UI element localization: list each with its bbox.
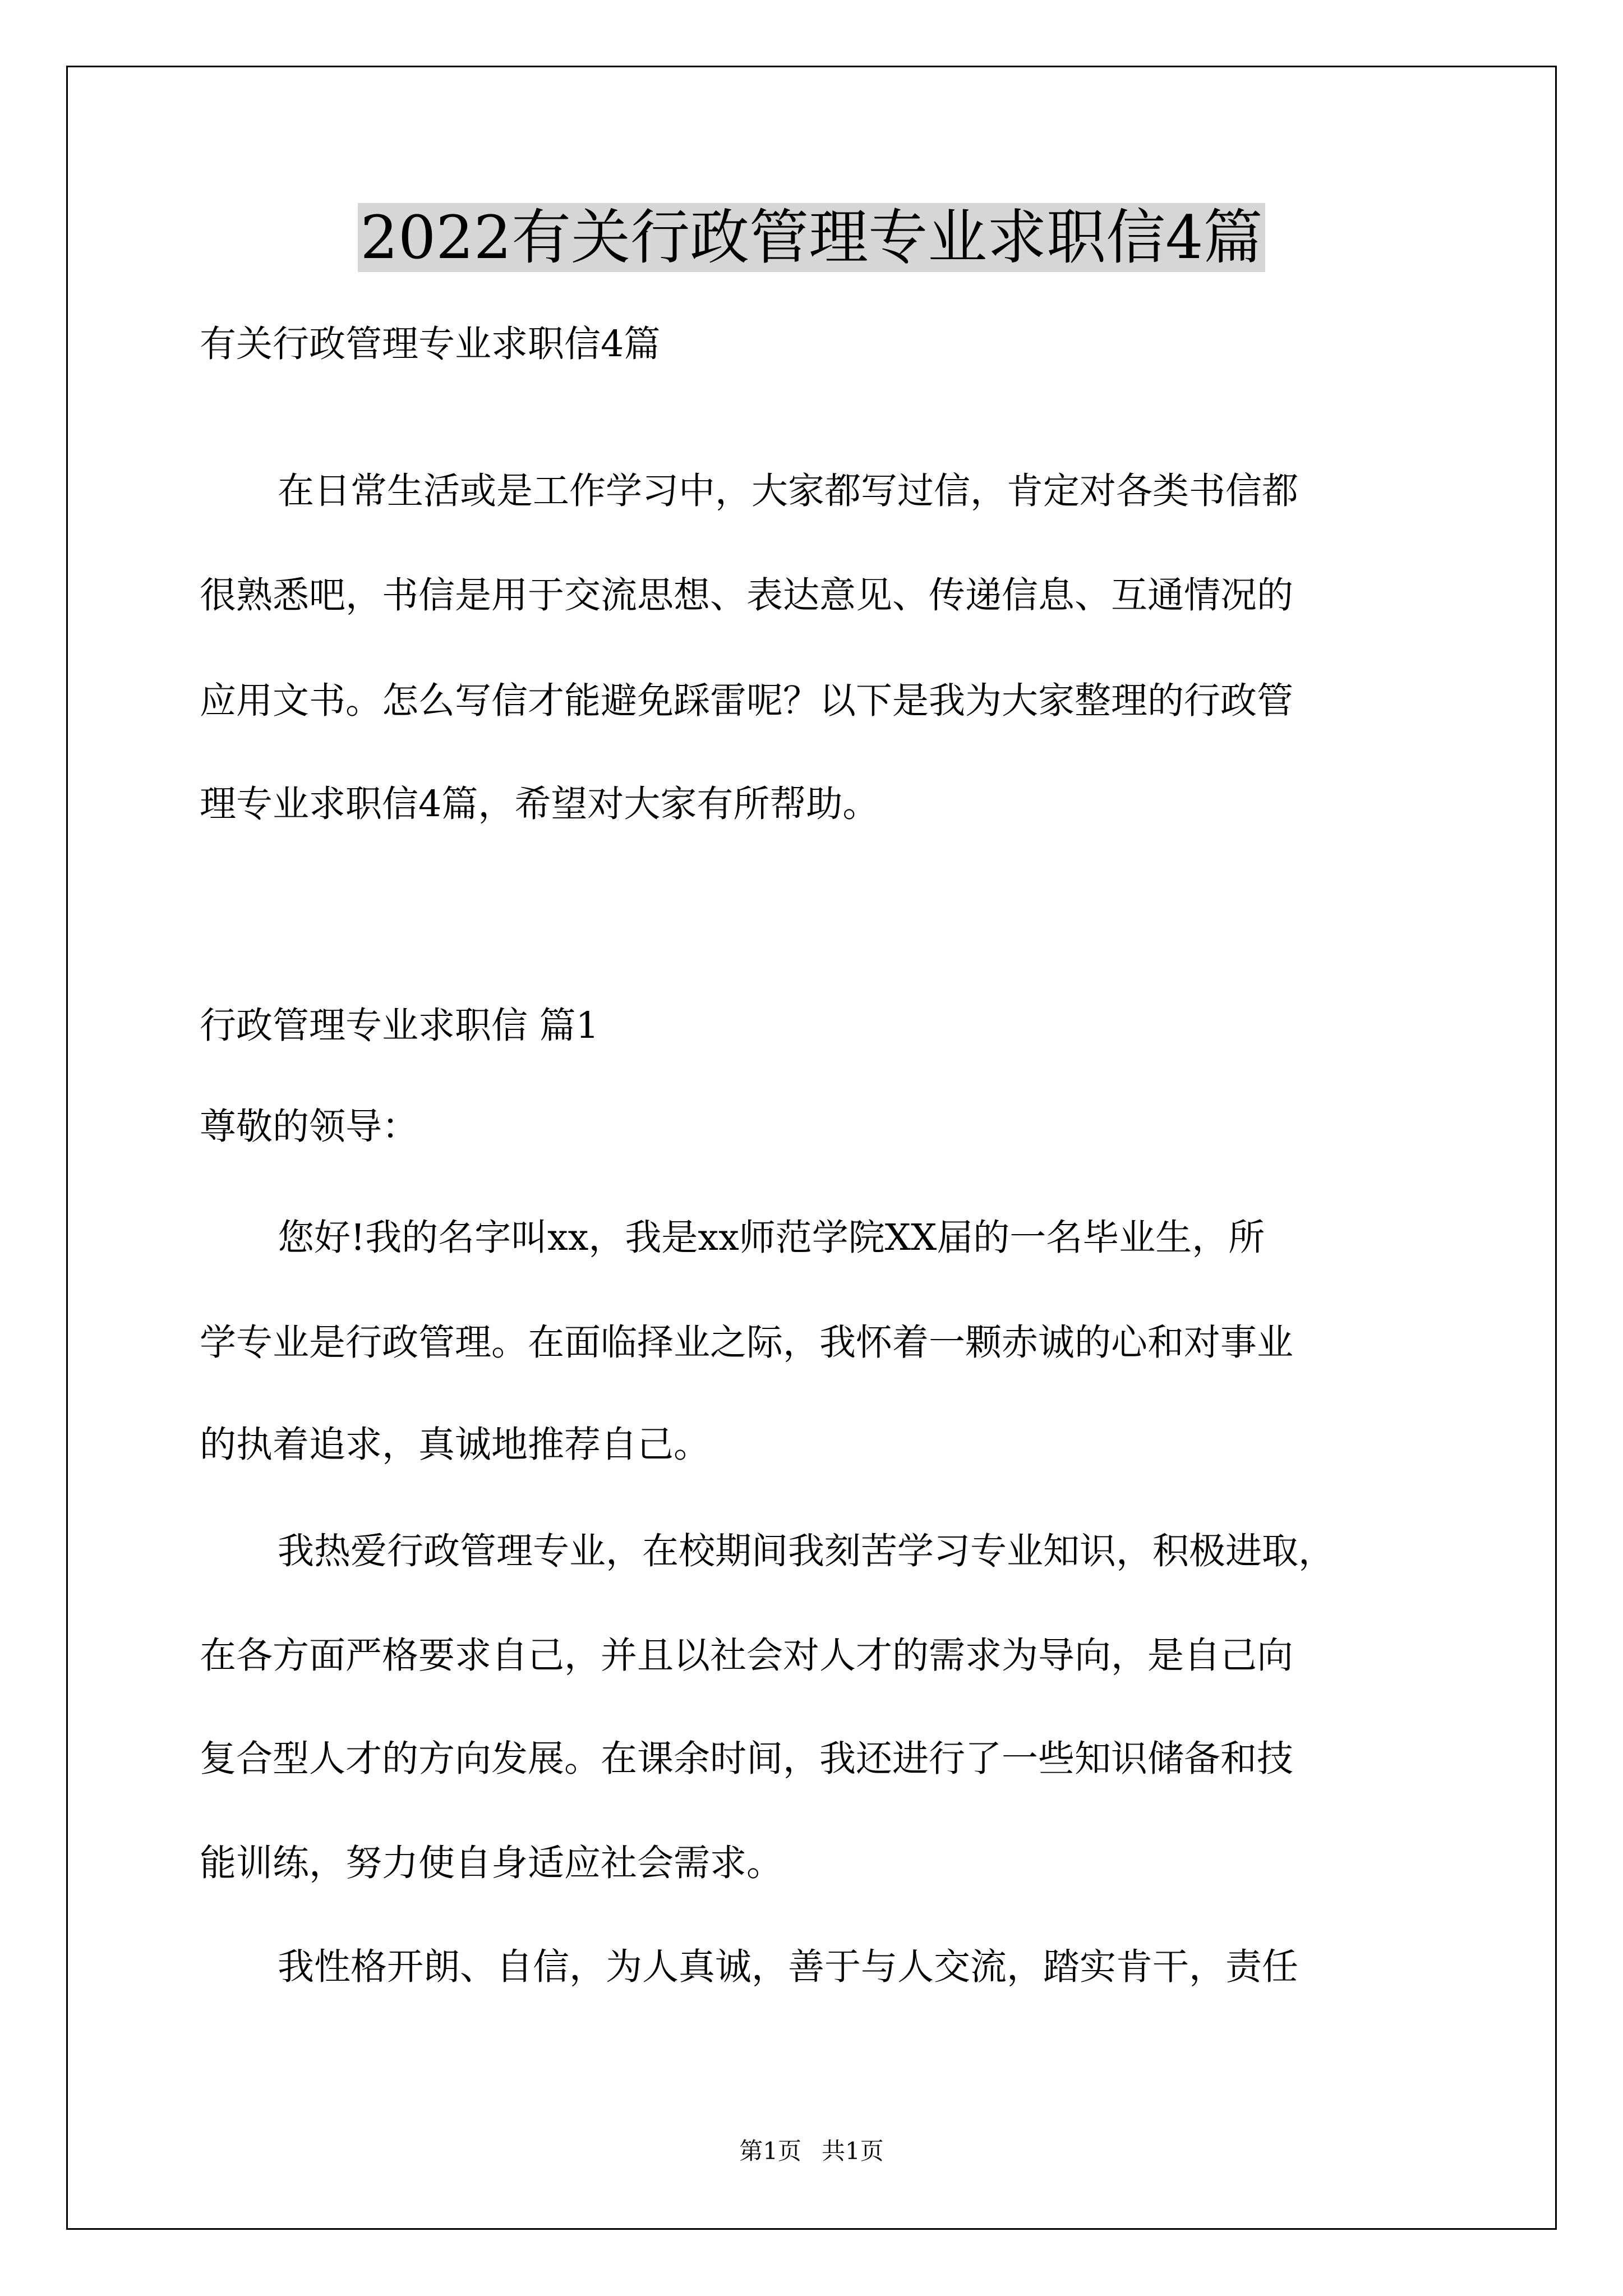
page-number-current: 第1页 [739,2137,801,2165]
para1-line-1: 您好!我的名字叫xx，我是xx师范学院XX届的一名毕业生，所 [278,1217,1265,1259]
intro-line-4: 理专业求职信4篇，希望对大家有所帮助。 [200,783,879,825]
section-heading: 行政管理专业求职信 篇1 [200,1005,600,1047]
document-title [0,200,1623,275]
para1-line-3: 的执着追求，真诚地推荐自己。 [200,1424,711,1466]
para2-line-3: 复合型人才的方向发展。在课余时间，我还进行了一些知识储备和技 [200,1738,1294,1780]
salutation: 尊敬的领导： [200,1106,419,1148]
para3-line-1: 我性格开朗、自信，为人真诚，善于与人交流，踏实肯干，责任 [278,1946,1299,1988]
para2-line-4: 能训练，努力使自身适应社会需求。 [200,1842,783,1884]
page-number-total: 共1页 [822,2137,884,2165]
para2-line-1: 我热爱行政管理专业，在校期间我刻苦学习专业知识，积极进取， [278,1530,1335,1572]
document-subtitle: 有关行政管理专业求职信4篇 [200,323,661,365]
intro-line-3: 应用文书。怎么写信才能避免踩雷呢？以下是我为大家整理的行政管 [200,680,1294,722]
intro-line-1: 在日常生活或是工作学习中，大家都写过信，肯定对各类书信都 [278,470,1299,512]
para1-line-2: 学专业是行政管理。在面临择业之际，我怀着一颗赤诚的心和对事业 [200,1322,1294,1364]
document-title-text: 2022有关行政管理专业求职信4篇 [358,203,1265,272]
para2-line-2: 在各方面严格要求自己，并且以社会对人才的需求为导向，是自己向 [200,1635,1294,1677]
page-footer [0,2133,1623,2166]
intro-line-2: 很熟悉吧，书信是用于交流思想、表达意见、传递信息、互通情况的 [200,574,1294,616]
